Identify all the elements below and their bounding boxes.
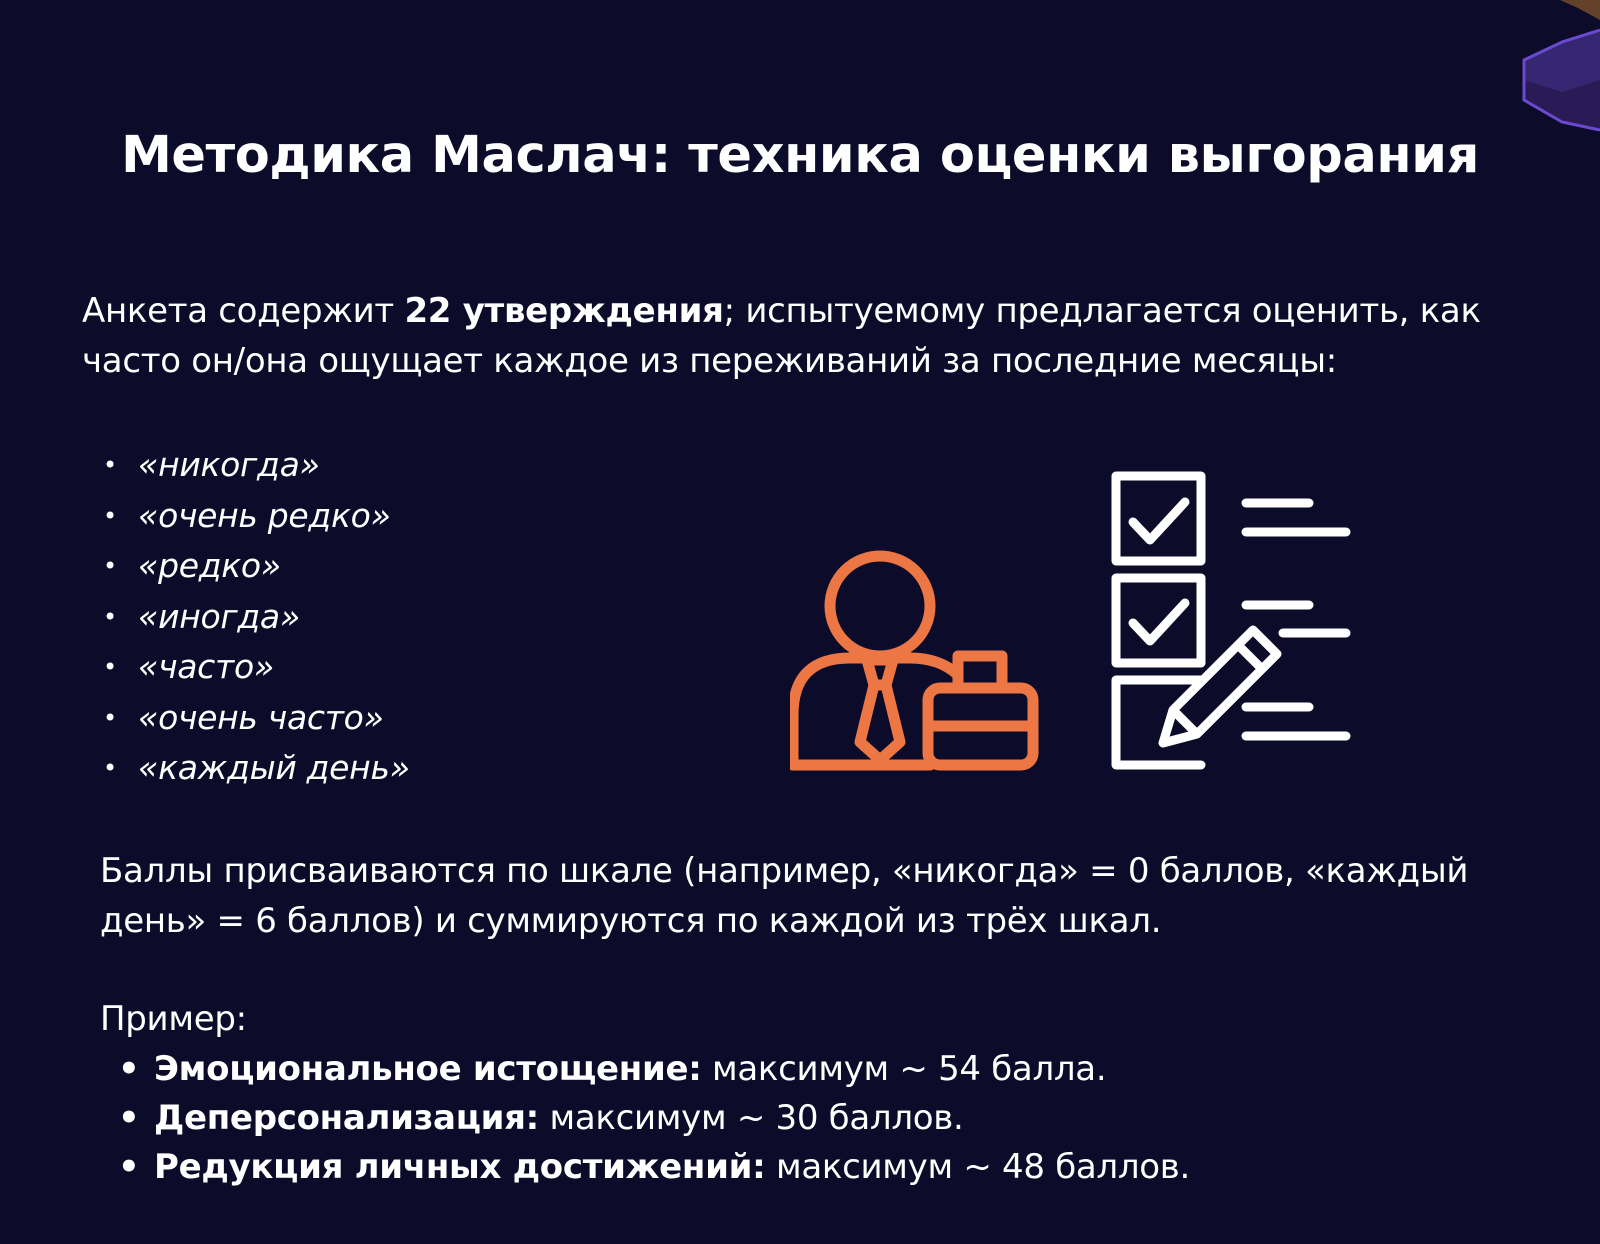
list-item: [118, 1045, 1190, 1094]
businessman-icon: [793, 556, 1033, 765]
example-label: Пример:: [100, 999, 247, 1039]
list-item: • «очень редко»: [103, 491, 410, 542]
list-item: • «никогда»: [103, 440, 410, 491]
list-item: [118, 1143, 1190, 1192]
list-item: • «иногда»: [103, 592, 410, 643]
intro-text-start: Анкета содержит: [82, 291, 405, 331]
scales-list: [118, 1045, 1190, 1192]
scale-name: Эмоциональное истощение:: [154, 1049, 702, 1089]
scale-value: максимум ~ 54 балла.: [701, 1049, 1107, 1089]
scale-value: максимум ~ 48 баллов.: [765, 1147, 1191, 1187]
scoring-paragraph: Баллы присваиваются по шкале (например, «никогда» = 0 баллов, «каждый день» = 6 баллов) и суммируются по каждой из трёх шкал.: [100, 851, 1469, 941]
checklist-icon: [1116, 476, 1346, 765]
list-item: • «редко»: [103, 541, 410, 592]
illustration: [790, 470, 1380, 790]
scale-name: Редукция личных достижений:: [154, 1147, 766, 1187]
scale-name: Деперсонализация:: [154, 1098, 539, 1138]
scale-value: максимум ~ 30 баллов.: [538, 1098, 964, 1138]
list-item: [118, 1094, 1190, 1143]
answer-options-list: [103, 440, 410, 794]
intro-text-end: ; испытуемому предлагается оценить, как часто он/она ощущает каждое из переживаний за последние месяцы:: [82, 291, 1481, 381]
intro-paragraph: [82, 286, 1542, 386]
list-item: • «очень часто»: [103, 693, 410, 744]
page-title: Методика Маслач: техника оценки выгорания: [121, 126, 1479, 185]
intro-highlight: 22 утверждения: [404, 291, 724, 331]
list-item: • «каждый день»: [103, 743, 410, 794]
list-item: • «часто»: [103, 642, 410, 693]
